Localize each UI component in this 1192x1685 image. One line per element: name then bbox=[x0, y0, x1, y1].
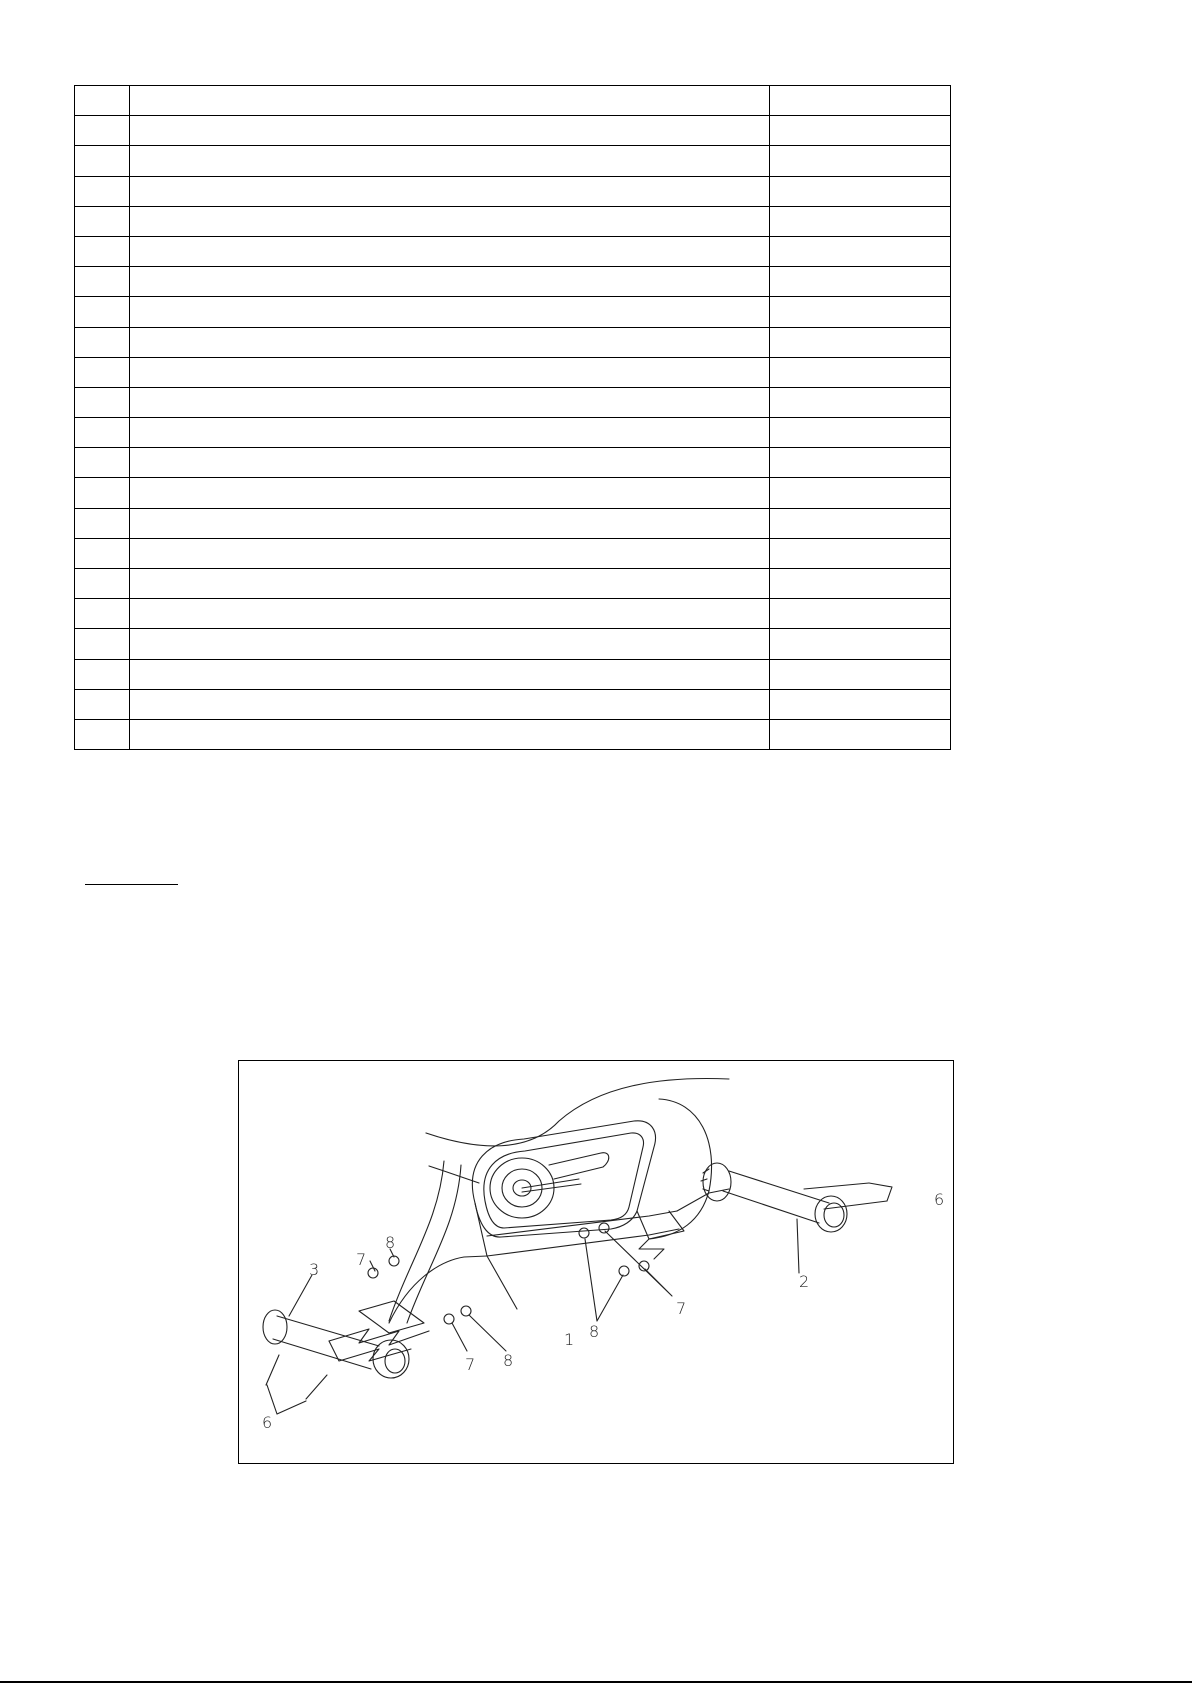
part-description-cell bbox=[130, 297, 770, 327]
part-number-cell bbox=[75, 236, 130, 266]
table-row bbox=[75, 206, 951, 236]
part-number-cell bbox=[75, 297, 130, 327]
assembly-diagram bbox=[238, 1060, 954, 1464]
table-row bbox=[75, 569, 951, 599]
part-quantity-cell bbox=[770, 116, 951, 146]
table-row bbox=[75, 599, 951, 629]
nut-mid-left bbox=[461, 1306, 471, 1316]
part-description-cell bbox=[130, 146, 770, 176]
part-description-cell bbox=[130, 538, 770, 568]
part-number-cell bbox=[75, 327, 130, 357]
nut-right-bottom bbox=[619, 1266, 629, 1276]
table-row bbox=[75, 86, 951, 116]
part-description-cell bbox=[130, 599, 770, 629]
table-row bbox=[75, 538, 951, 568]
footer-rule bbox=[0, 1681, 1192, 1683]
table-row bbox=[75, 267, 951, 297]
washer-mid-left bbox=[444, 1314, 454, 1324]
part-number-cell bbox=[75, 659, 130, 689]
part-number-cell bbox=[75, 86, 130, 116]
table-row bbox=[75, 116, 951, 146]
part-quantity-cell bbox=[770, 176, 951, 206]
table-row bbox=[75, 236, 951, 266]
washer-right-top bbox=[599, 1223, 609, 1233]
table-row bbox=[75, 659, 951, 689]
part-description-cell bbox=[130, 86, 770, 116]
table-row bbox=[75, 629, 951, 659]
flywheel-arc bbox=[649, 1099, 712, 1239]
part-description-cell bbox=[130, 719, 770, 749]
part-quantity-cell bbox=[770, 659, 951, 689]
part-quantity-cell bbox=[770, 206, 951, 236]
table-row bbox=[75, 719, 951, 749]
bolt-right-1 bbox=[804, 1183, 869, 1189]
callout-frame: 1 bbox=[564, 1330, 575, 1349]
callout-washer-mid: 7 bbox=[465, 1355, 476, 1374]
callout-nut-left-top: 8 bbox=[385, 1233, 396, 1252]
part-number-cell bbox=[75, 387, 130, 417]
callout-nut-left-bottom: 8 bbox=[503, 1351, 514, 1370]
part-number-cell bbox=[75, 538, 130, 568]
part-quantity-cell bbox=[770, 236, 951, 266]
assembly-drawing bbox=[239, 1061, 955, 1465]
part-number-cell bbox=[75, 569, 130, 599]
part-quantity-cell bbox=[770, 267, 951, 297]
part-description-cell bbox=[130, 508, 770, 538]
parts-table-body bbox=[75, 86, 951, 750]
part-number-cell bbox=[75, 116, 130, 146]
front-stabilizer bbox=[263, 1310, 409, 1378]
part-number-cell bbox=[75, 206, 130, 236]
part-quantity-cell bbox=[770, 86, 951, 116]
table-row bbox=[75, 357, 951, 387]
part-description-cell bbox=[130, 689, 770, 719]
part-description-cell bbox=[130, 387, 770, 417]
table-row bbox=[75, 508, 951, 538]
part-number-cell bbox=[75, 176, 130, 206]
callout-washer-right: 7 bbox=[676, 1299, 687, 1318]
part-description-cell bbox=[130, 629, 770, 659]
rear-bracket-zigzag bbox=[639, 1239, 664, 1259]
part-quantity-cell bbox=[770, 418, 951, 448]
part-quantity-cell bbox=[770, 508, 951, 538]
part-description-cell bbox=[130, 206, 770, 236]
part-number-cell bbox=[75, 357, 130, 387]
seat-tube bbox=[389, 1161, 444, 1321]
part-quantity-cell bbox=[770, 538, 951, 568]
part-quantity-cell bbox=[770, 357, 951, 387]
part-description-cell bbox=[130, 418, 770, 448]
part-quantity-cell bbox=[770, 599, 951, 629]
part-number-cell bbox=[75, 599, 130, 629]
part-quantity-cell bbox=[770, 719, 951, 749]
part-quantity-cell bbox=[770, 689, 951, 719]
frame-outline-top bbox=[426, 1078, 729, 1145]
part-quantity-cell bbox=[770, 448, 951, 478]
table-row bbox=[75, 327, 951, 357]
part-description-cell bbox=[130, 478, 770, 508]
part-description-cell bbox=[130, 448, 770, 478]
main-frame-beam bbox=[487, 1211, 677, 1236]
part-quantity-cell bbox=[770, 146, 951, 176]
washer-left bbox=[368, 1268, 378, 1278]
part-quantity-cell bbox=[770, 327, 951, 357]
table-row bbox=[75, 418, 951, 448]
bolt-left-2 bbox=[306, 1375, 327, 1399]
part-quantity-cell bbox=[770, 297, 951, 327]
callout-front-stabilizer: 3 bbox=[309, 1260, 320, 1279]
part-number-cell bbox=[75, 478, 130, 508]
callout-washer-left: 7 bbox=[356, 1250, 367, 1269]
part-description-cell bbox=[130, 357, 770, 387]
part-number-cell bbox=[75, 267, 130, 297]
part-number-cell bbox=[75, 146, 130, 176]
callout-bolt-right: 6 bbox=[934, 1190, 945, 1209]
chain-cover bbox=[472, 1121, 655, 1237]
table-row bbox=[75, 689, 951, 719]
part-description-cell bbox=[130, 327, 770, 357]
callout-nut-right: 8 bbox=[589, 1322, 600, 1341]
callout-rear-stabilizer: 2 bbox=[799, 1272, 810, 1291]
table-row bbox=[75, 478, 951, 508]
table-row bbox=[75, 146, 951, 176]
part-description-cell bbox=[130, 116, 770, 146]
bolt-left-1 bbox=[266, 1355, 279, 1385]
part-number-cell bbox=[75, 629, 130, 659]
parts-table bbox=[74, 85, 951, 750]
table-row bbox=[75, 297, 951, 327]
front-bracket-zigzag bbox=[329, 1329, 429, 1345]
part-description-cell bbox=[130, 176, 770, 206]
part-description-cell bbox=[130, 236, 770, 266]
callout-bolt-left: 6 bbox=[262, 1413, 273, 1432]
table-row bbox=[75, 387, 951, 417]
part-quantity-cell bbox=[770, 387, 951, 417]
part-description-cell bbox=[130, 569, 770, 599]
part-quantity-cell bbox=[770, 629, 951, 659]
part-number-cell bbox=[75, 448, 130, 478]
part-quantity-cell bbox=[770, 478, 951, 508]
part-number-cell bbox=[75, 418, 130, 448]
table-row bbox=[75, 176, 951, 206]
part-description-cell bbox=[130, 267, 770, 297]
part-number-cell bbox=[75, 719, 130, 749]
rear-stabilizer bbox=[701, 1163, 847, 1232]
nut-right-top bbox=[579, 1228, 589, 1238]
part-number-cell bbox=[75, 508, 130, 538]
bolt-right-2 bbox=[824, 1201, 887, 1209]
step-heading-underline bbox=[85, 884, 178, 885]
table-row bbox=[75, 448, 951, 478]
part-number-cell bbox=[75, 689, 130, 719]
part-description-cell bbox=[130, 659, 770, 689]
part-quantity-cell bbox=[770, 569, 951, 599]
